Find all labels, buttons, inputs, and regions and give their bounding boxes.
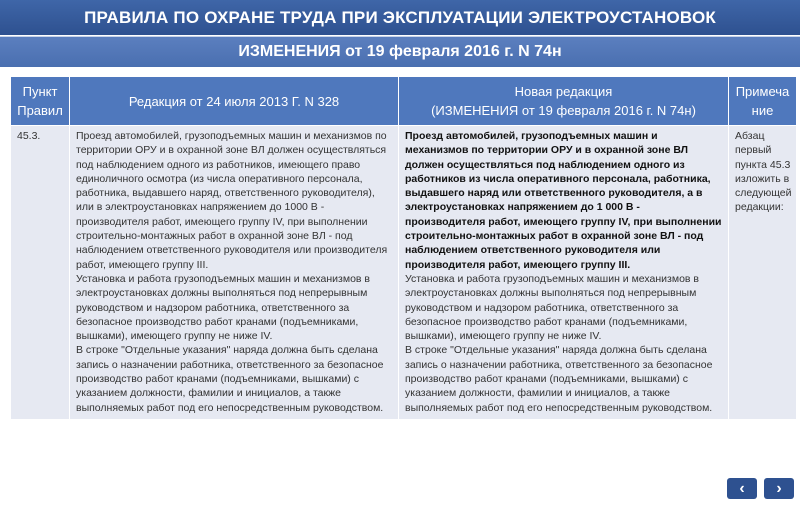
header-note-line1: Примеча bbox=[735, 84, 790, 99]
new-paragraph-2: Установка и работа грузоподъемных машин и механизмов в электроустановках должны выполняться под непрерывным руководством и надзором работника, ответственного за безопасное производство работ кранами (подъемниками, вышками), имеющего группу не ниже IV. bbox=[405, 272, 699, 343]
old-paragraph-3: В строке "Отдельные указания" наряда должна быть сделана запись о назначении работника, ответственного за безопасное производство работ кранами (подъемниками, вышками) с указанием должности, фамилии и инициалов, а также выполняемых работ под его непосредственным руководством. bbox=[76, 344, 384, 414]
header-note bbox=[729, 77, 797, 126]
old-paragraph-1: Проезд автомобилей, грузоподъемных машин и механизмов по территории ОРУ и в охранной зоне ВЛ должен осуществляться под наблюдением одного из работников, имеющего право единоличного осмотра (из числа оперативного персонала, работника, выдавшего наряд, ответственного руководителя), или в электроустановках напряжением до 1000 В - производителя работ, имеющего группу IV, при выполнении строительно-монтажных работ в охранной зоне ВЛ - под наблюдением ответственного руководителя или производителя работ, имеющего группу III. bbox=[76, 130, 388, 271]
prev-slide-button[interactable] bbox=[727, 478, 757, 499]
header-new-edition-line1: Новая редакция bbox=[514, 84, 613, 99]
chevron-left-icon: ‹ bbox=[739, 479, 745, 497]
clause-cell: 45.3. bbox=[11, 126, 70, 420]
note-cell: Абзац первый пункта 45.3 изложить в следующей редакции: bbox=[729, 126, 797, 420]
page-title: ПРАВИЛА ПО ОХРАНЕ ТРУДА ПРИ ЭКСПЛУАТАЦИИ ЭЛЕКТРОУСТАНОВОК bbox=[0, 0, 800, 35]
header-clause-line1: Пункт bbox=[22, 84, 58, 99]
new-edition-cell bbox=[399, 126, 729, 420]
changes-table bbox=[10, 76, 797, 420]
new-paragraph-1: Проезд автомобилей, грузоподъемных машин и механизмов по территории ОРУ и в охранной зоне ВЛ должен осуществляться под наблюдением одного из работников из числа оперативного персонала, работника, выдавшего наряд или ответственного руководителя, а в электроустановках напряжением до 1 000 В - производителя работ, имеющего группу IV, при выполнении строительно-монтажных работ в охранной зоне ВЛ - под наблюдением ответственного руководителя или производителя работ, имеющего группу III. bbox=[405, 130, 722, 271]
header-new-edition bbox=[399, 77, 729, 126]
header-old-edition: Редакция от 24 июля 2013 Г. N 328 bbox=[70, 77, 399, 126]
header-clause-line2: Правил bbox=[17, 103, 63, 118]
new-paragraph-3: В строке "Отдельные указания" наряда должна быть сделана запись о назначении работника, ответственного за безопасное производство работ кранами (подъемниками, вышками) с указанием должности, фамилии и инициалов, а также выполняемых работ под его непосредственным руководством. bbox=[405, 344, 713, 414]
header-new-edition-line2: (ИЗМЕНЕНИЯ от 19 февраля 2016 г. N 74н) bbox=[431, 103, 696, 118]
header-clause bbox=[11, 77, 70, 126]
table-header-row bbox=[11, 77, 797, 126]
chevron-right-icon: › bbox=[776, 479, 782, 497]
table-row bbox=[11, 126, 797, 420]
old-edition-cell bbox=[70, 126, 399, 420]
next-slide-button[interactable] bbox=[764, 478, 794, 499]
page-subtitle: ИЗМЕНЕНИЯ от 19 февраля 2016 г. N 74н bbox=[0, 36, 800, 67]
old-paragraph-2: Установка и работа грузоподъемных машин и механизмов в электроустановках должны выполняться под непрерывным руководством и надзором работника, ответственного за безопасное производство работ кранами (подъемниками, вышками), имеющего группу не ниже IV. bbox=[76, 272, 370, 343]
header-note-line2: ние bbox=[751, 103, 774, 118]
